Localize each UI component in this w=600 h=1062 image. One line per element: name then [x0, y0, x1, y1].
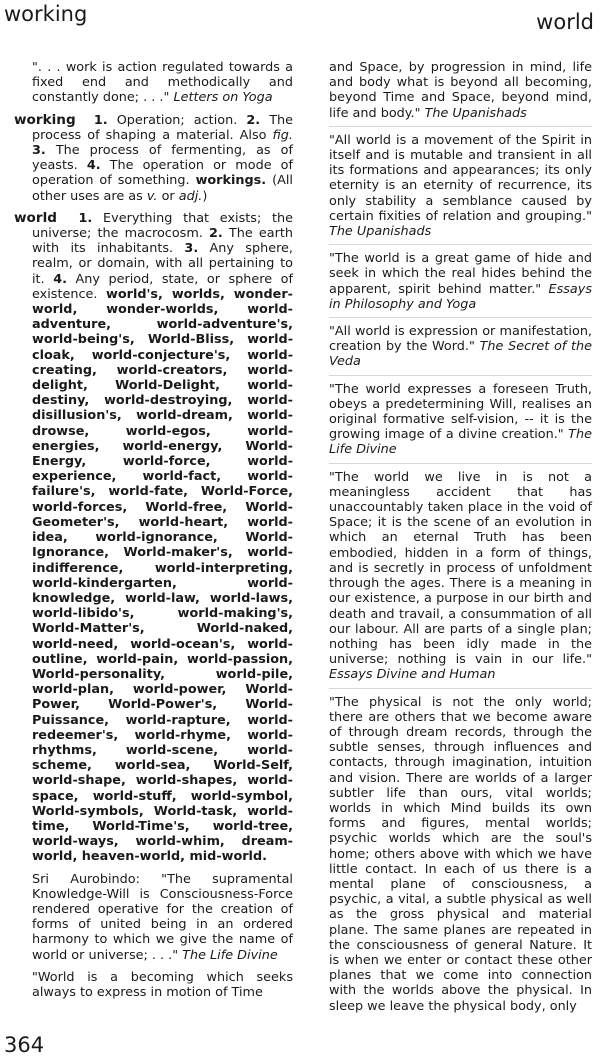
- quote-paragraph: [329, 251, 592, 318]
- left-column: [14, 60, 293, 1007]
- quote-text: Sri Aurobindo: "The supramental Knowledge-Will is Consciousness-Force rendered operative for the creation of forms of united being in an ordered harmony to which we give the name of world or universe; . . .": [32, 871, 293, 963]
- sense-number: 2.: [246, 112, 261, 128]
- sense-number: 4.: [53, 271, 67, 287]
- sense-number: 3.: [184, 241, 199, 257]
- right-column: [329, 60, 592, 1025]
- usage-note: (All other uses are as: [32, 173, 293, 204]
- sense-definition: Any period, state, or sphere of existence.: [32, 271, 293, 302]
- usage-note: or: [157, 188, 179, 204]
- running-head-right: world: [536, 10, 594, 34]
- page-number: 364: [4, 1033, 45, 1057]
- quote-letters-on-yoga: [32, 60, 293, 106]
- sense-definition: Any sphere, realm, or domain, with all pertaining to it.: [32, 241, 293, 287]
- quote-text: "The world expresses a foreseen Truth, obeys a predetermining Will, realises an original formative self-vision, -- it is the growing image of a divine creation.": [329, 381, 592, 443]
- quote-paragraph: [329, 695, 592, 1019]
- sense-definition: The earth with its inhabitants.: [32, 226, 293, 257]
- sense-definition: The operation or mode of operation of something.: [32, 158, 294, 189]
- quote-source: Essays Divine and Human: [329, 667, 496, 683]
- sense-definition: Operation; action.: [107, 112, 247, 128]
- quote-source: The Life Divine: [329, 427, 592, 458]
- derivative-workings: workings.: [195, 173, 267, 189]
- quote-text: "All world is expression or manifestation, creation by the Word.": [329, 324, 592, 355]
- entry-working: [14, 113, 293, 204]
- quote-text: "The world we live in is not a meaningless accident that has unaccountably taken place in the void of Space; it is the scene of an evolution in which an eternal Truth has been embodied, hidden in a form of things, and is secretly in process of unfoldment through the ages. There is a meaning in our existence, a purpose in our birth and death and travail, a consummation of all our labour. All are parts of a single plan; nothing has been idly made in the universe; nothing is vain in our life.": [329, 469, 592, 668]
- quote-paragraph: [329, 382, 592, 464]
- sense-number: 3.: [32, 143, 46, 159]
- sense-definition: Everything that exists; the universe; the macrocosm.: [32, 210, 294, 242]
- quote-text: "World is a becoming which seeks always to express in motion of Time: [32, 969, 293, 1000]
- quote-sri-aurobindo: [32, 872, 293, 963]
- headword-world: world: [14, 209, 57, 226]
- abbr-adj: adj.: [178, 188, 203, 204]
- sense-number: 2.: [209, 226, 223, 242]
- entry-world: [14, 211, 293, 865]
- headword-working: working: [14, 111, 76, 128]
- abbr-fig: fig.: [272, 127, 293, 143]
- quote-source: The Upanishads: [424, 105, 527, 121]
- quote-text: ". . . work is action regulated towards a fixed end and methodically and constantly done; . . .": [32, 60, 293, 106]
- quote-text: "The world is a great game of hide and seek in which the real hides behind the apparent, spirit behind matter.": [329, 251, 592, 297]
- derivatives-list: world's, worlds, wonder-world, wonder-worlds, world-adventure, world-adventure's, world-being's, World-Bliss, world-cloak, world-conjecture's, world-creating, world-creators, world-delight, World-Delight, world-destiny, world-destroying, world-disillusion's, world-dream, world-drowse, world-egos, world-energies, world-energy, World-Energy, world-force, world-experience, world-fact, world-failure's, world-fate, World-Force, world-forces, World-free, World-Geometer's, world-heart, world-idea, world-ignorance, World-Ignorance, World-maker's, world-indifference, world-interpreting, world-kindergarten, world-knowledge, world-law, world-laws, world-libido's, world-making's, World-Matter's, World-naked, world-need, world-ocean's, world-outline, world-pain, world-passion, World-personality, world-pile, world-plan, world-power, World-Power, World-Power's, World-Puissance, world-rapture, world-redeemer's, world-rhyme, world-rhythms, world-scene, world-scheme, world-sea, World-Self, world-shape, world-shapes, world-space, world-stuff, world-symbol, World-symbols, World-task, world-time, World-Time's, world-tree, world-ways, world-whim, dream-world, heaven-world, mid-world.: [32, 286, 293, 865]
- sense-number: 1.: [78, 210, 93, 226]
- quote-paragraph: [329, 324, 592, 376]
- quote-text: "The physical is not the only world; there are others that we become aware of through dream records, through the subtle senses, through influences and contacts, through imagination, intuition and vision. There are worlds of a larger subtler life than ours, vital worlds; worlds in which Mind builds its own forms and figures, mental worlds; psychic worlds which are the soul's home; others above with which we have little contact. In each of us there is a mental plane of consciousness, a psychic, a vital, a subtle physical as well as the gross physical and material plane. The same planes are repeated in the consciousness of general Nature. It is when we enter or contact these other planes that we come into connection with the worlds above the physical. In sleep we leave the physical body, only: [329, 694, 592, 1014]
- quote-source: Essays in Philosophy and Yoga: [329, 281, 592, 312]
- sense-number: 4.: [86, 158, 101, 174]
- quote-world-becoming: [32, 970, 293, 1000]
- sense-number: 1.: [93, 112, 108, 128]
- quote-text: "All world is a movement of the Spirit in itself and is mutable and transient in all its formations and appearances; its only eternity is an eternity of recurrence, its only stability a semblance caused by certain fixities of relation and grouping.": [329, 132, 592, 224]
- quote-source: The Life Divine: [182, 947, 278, 963]
- quote-source: The Secret of the Veda: [329, 339, 592, 370]
- quote-source: The Upanishads: [329, 224, 432, 240]
- quote-paragraph: [329, 133, 592, 245]
- sense-definition: The process of shaping a material. Also: [32, 112, 294, 143]
- abbr-v: v.: [146, 188, 158, 204]
- quote-paragraph: [329, 60, 592, 127]
- usage-note: ): [202, 188, 208, 204]
- running-head-left: working: [4, 2, 88, 26]
- quote-text: and Space, by progression in mind, life and body what is beyond all becoming, beyond Time and Space, beyond mind, life and body.": [329, 60, 592, 121]
- quote-source: Letters on Yoga: [173, 90, 273, 106]
- sense-definition: The process of fermenting, as of yeasts.: [32, 143, 293, 174]
- quote-paragraph: [329, 470, 592, 689]
